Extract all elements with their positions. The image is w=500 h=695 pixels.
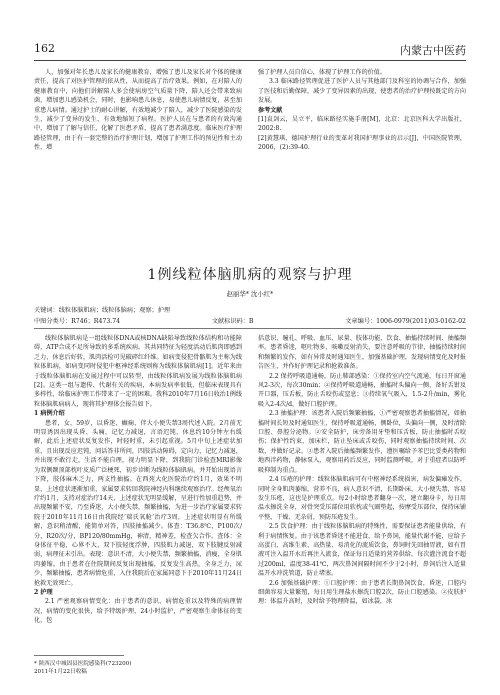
paragraph: 人，加强对年长患儿及家长的健康教育，增强了患儿及家长对个体的健康责任，提高了对医护管理的依从性，从而提高了治疗效果。例如，在对陪人的健康教育中，向他们讲解陪人多会使病房空气质量下降，陪人还会带来致病菌，增加患儿感染机会，同时，也影响患儿休息，易使患儿病情反复，甚至加重患儿病情。通过护士的耐心讲解，有效地减少了陪人，减少了医院感染的发生，减少了变异的发生，有效地缩短了病程。医护人员在与患者的有效沟通中，增加了了解与信任，化解了医患矛盾，提高了患者满意度。临床医疗护理路径管理，由于有一套完整的治疗护理计划，增加了护理工作的预见性和主动性，增 xyxy=(34,69,242,152)
reference-item: [2]黄慧琪，德国护理行业的变革对我国护理事业的启示[J]，中国医院管理，2006，(2):39-40. xyxy=(258,134,466,152)
section-heading: 2 护理 xyxy=(34,588,53,596)
body-right-column xyxy=(258,334,466,684)
paragraph: 2.1 严密观察病情变化：由于患者的意识、病情危重以及特殊的病理情况，病情的变化很快，给予特级护理，24小时监护，严密观察生命体征的变化，包 xyxy=(34,598,242,625)
reference-item: [1]袁剑云，吴立平，临床路径实施手册[M]，北京：北京医科大学出版社，2002:8. xyxy=(258,116,466,133)
paragraph: 患者，女，59岁，以昏迷、癫痫、伴大小便失禁3周代述入院。2月前无明显诱因出现头昏、头痛，记忆力减退，言语迟钝，休息约10分钟左右缓解，此后上述症状反复发作，时轻时重，未引起重视。5月中旬上述症状加重，且出现反应迟钝，问话答非所问，四肢活动障碍，定向力、记忆力减退，并出现不敢行走，生活不能自理，视力明显下降，到我院门诊检查MRI影像为双侧颞顶部枕叶皮质广泛梗死，初步诊断为线粒体脑肌病。并开始出现语言下降，肢体麻木乏力，两支性抽搐。在西苑大化医院治疗约1月，效果不明显，上述症状逐渐加重，家属要求转回我院神经内科继续观察治疗。经颅氧治疗约1月，支持对症治疗14天，上述症状无明显缓解，呈进行性加重趋势，并出现频繁不安，乃至昏迷，大小便失禁，频繁抽搐，为进一步治疗家属要求转院于2010年11月16日由我院经’瑞氏氧舱’治疗3周，上述症状明显有所缓解，意识稍清醒，能简单对答，四肢抽搐减少。体查：T36.8℃，P100次/分，R20次/分，BP120/80mmHg，神清，精神差，检查欠合作。查体：全身体征平稳，心界不大，双下肢轻度浮肿，四肢肌力减退，双下肢腱反射减弱，病理征未引出。表现：意识不清，大小便失禁，频繁抽搐，消瘦，全身肌肉萎缩。由于患者在住院期间反复出现抽搐，反复发生高热，全身乏力，尿少，频繁抽搐，患者病情危重，入住我院后在家属同意下于2010年11月24日抢救无效死亡。 xyxy=(34,419,242,587)
document-code: 文献标识码：B xyxy=(211,318,254,325)
keywords: 关键词：线粒体脑肌病；线粒体脑病；观察；护理 xyxy=(34,307,171,314)
received-date: 2011年1月22日收稿 xyxy=(34,669,87,675)
paragraph: 括意识、瞳孔、呼吸、血压、尿量、肢体功能、饮食、抽搐持续时间、抽搐频率。患者昏迷，呕吐物多，咳嗽反射消失，要注意呼吸的节律，抽搐持续时间和频繁的发作，如有异常及时通知医生，加强基础护理，发现病情变化及时报告医生，并作好护理记录和抢救准备。 xyxy=(258,335,466,371)
top-right-column xyxy=(258,68,466,258)
running-header xyxy=(0,18,500,58)
footnote xyxy=(34,660,131,676)
paragraph: 2.5 饮食护理：由于线粒体脑肌病的特殊性，需要保证患者能量供给，有利于病情恢复。由于该患者昏迷不能进食，给予鼻饲，能量代谢不能，应给予高蛋白、高维生素、高热量、易消化的流质饮食，鼻饲时先回抽胃液，如有胃液可注入温开水后再注入流食，保证每日适量的营养供给，每次灌注流食不超过200ml，温度38-41℃，两次鼻饲间隔时间不少于2小时，鼻饲后注入适量温开水冲洗管道，防止堵塞。 xyxy=(258,523,466,578)
page-number: 162 xyxy=(34,42,55,55)
references-heading: 参考文献 xyxy=(258,106,283,114)
section-rule xyxy=(34,328,466,329)
journal-name: 内蒙古中医药 xyxy=(400,44,466,57)
paragraph: 2.4 压疮的护理：线粒体脑肌病可有中枢神经系统损害，病发偏瘫发作，同时全身肌肉萎缩，营养不良，病人意识不清，长期卧床，大小便失禁，容易发生压疮，这也是护理重点。每2小时给患者翻身一次，建立翻身卡，每日用温水擦洗全身，对骨突受压部位用软枕或气圈垫起，按摩受压部位，保持床铺平整、干燥、无杂屑，预防压疮发生。 xyxy=(258,476,466,521)
paragraph: 2.6 加强基础护理：①口腔护理：由于患者长期鼻饲饮食，昏迷，口腔内细菌容易大量繁殖，每日用生理盐水擦洗口腔2次，防止口腔感染。②皮肤护理：体温升高时，及时给予物理降温，如冰袋，冰 xyxy=(258,579,466,606)
paragraph: 线粒体脑肌病是一组线粒体DNA或核DNA缺陷导致线粒体结构和功能障碍，ATP合成不足所导致的多系统疾病。其共同特征为轻度活动后肌肉即感到乏力，休息后好转，肌肉活检可见破碎红纤维。如病变侵犯骨骼肌为主称为线粒体肌病，如病变同时侵犯中枢神经系统则称为线粒体脑肌病[1]。近年来由于线粒体脑肌病在发展过程中可以转型，由线粒体肌病发展为线粒体脑肌病[2]。这类一组与遗传、代谢有关的疾病，本病发病率很低，但临床表现具有多样性，给临床护理工作带来了一定的困难。我科2010年7月16日收治1例线粒体脑肌病病人，现将其护理体会报告如下。 xyxy=(34,335,242,408)
paragraph: 2.3 抽搐护理：该患者入院后频繁抽搐，①严密观察患者抽搐情况，如抽搐时间长短及时通知医生，保持呼吸道通畅，侧卧位，头偏向一侧，及时清除口腔、鼻腔分泌物。②安全防护，床旁备用牙垫和压舌板，防止抽搐时舌咬伤；保护性约束，加床栏，防止坠床或舌咬伤，同时观察抽搐持续时间、次数，并做好记录。③患者入院后抽搐频繁发作，遵医嘱给予苯巴比妥类药物和地西泮药物，静脉泵入，观察用药后反应，同时监测呼吸，对于重症者以防呼吸抑制为重点。 xyxy=(258,410,466,474)
article-number: 文章编号：1006-0979(2011)03-0162-02 xyxy=(345,318,466,325)
article-authors: 赵丽华* 沈小红* xyxy=(226,290,274,298)
clc-number: 中图分类号：R746；R473.74 xyxy=(34,318,121,325)
top-left-column xyxy=(34,68,242,258)
classification-line xyxy=(34,316,466,325)
reference-list xyxy=(258,115,466,153)
article-title: 1例线粒体脑肌病的观察与护理 xyxy=(147,267,353,283)
header-rule xyxy=(34,60,466,61)
paragraph: 强了护理人员自信心，体现了护理工作的价值。 xyxy=(258,69,386,76)
paragraph: 3.3 临床路径管理促进了医护人员与其他部门及科室的协调与合作，加强了医技和后勤保障，减少了变异因素的出现，使患者的治疗护理按既定的方向发展。 xyxy=(258,78,466,105)
paragraph: 2.2 保持呼吸道通畅，防止肺部感染：①保持室内空气流通，每日开窗通风2-3次，每次30min；②保持呼吸道通畅，抽搐时头偏向一侧，备好舌钳及开口器，压舌板，防止舌咬伤或窒息；③持续氧气吸入，1.5-2升/min，雾化吸入2-4次/d，做好口腔护理。 xyxy=(258,372,466,408)
body-left-column xyxy=(34,334,242,652)
footnote-rule xyxy=(34,655,124,656)
section-heading: 1 病例介绍 xyxy=(34,410,65,418)
author-affiliation: * 陕西汉中城固县医院感染科(723200) xyxy=(34,661,132,667)
